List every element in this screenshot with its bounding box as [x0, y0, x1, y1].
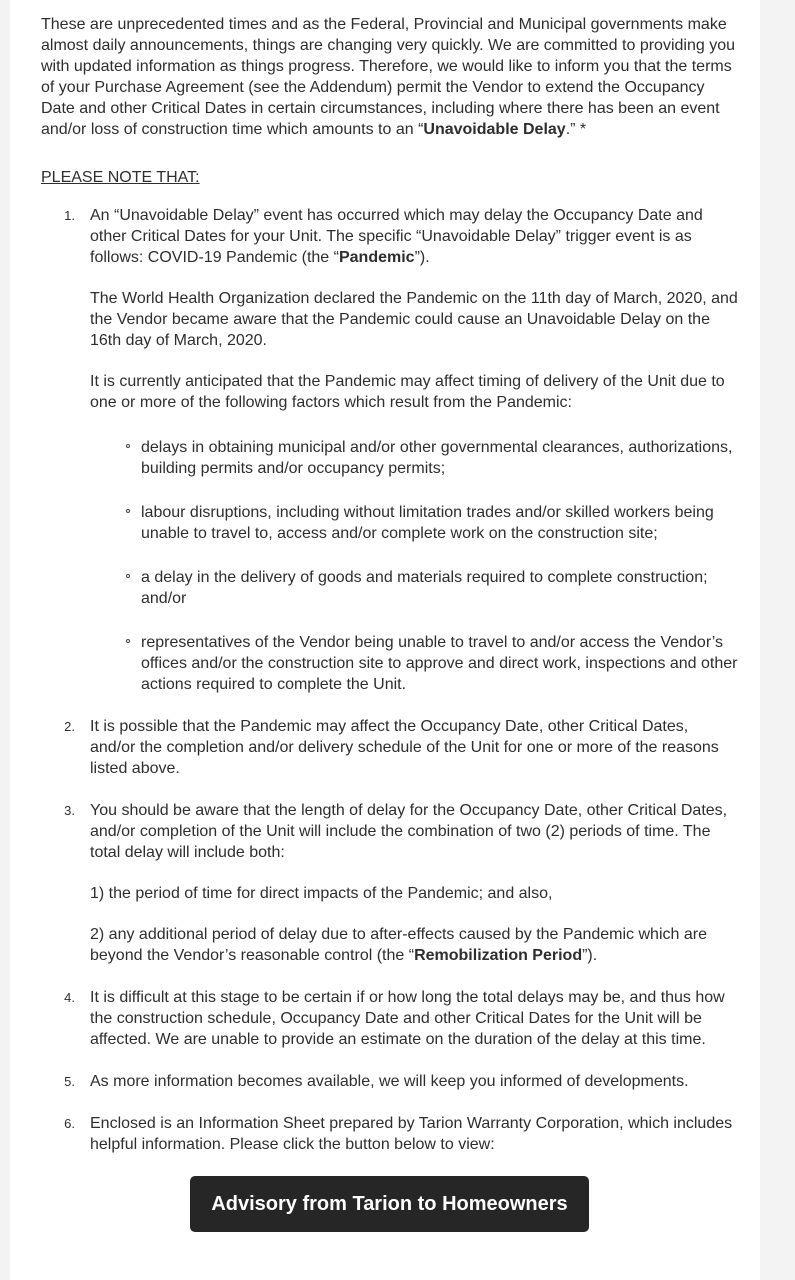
hollow-bullet-icon	[126, 509, 130, 513]
note-paragraph: 1) the period of time for direct impacts of the Pandemic; and also,	[90, 885, 553, 902]
factor-text: a delay in the delivery of goods and materials required to complete construction; and/or	[141, 569, 708, 607]
note-paragraph: It is currently anticipated that the Pandemic may affect timing of delivery of the Unit due to one or more of the following factors which result from the Pandemic:	[90, 373, 725, 411]
note-paragraph: Enclosed is an Information Sheet prepared by Tarion Warranty Corporation, which includes helpful information. Please click the button below to view:	[90, 1115, 733, 1153]
note-item-number: 4.	[64, 990, 75, 1005]
advisory-button[interactable]: Advisory from Tarion to Homeowners	[190, 1176, 589, 1232]
note-paragraph: As more information becomes available, we will keep you informed of developments.	[90, 1073, 689, 1090]
note-paragraph: An “Unavoidable Delay” event has occurred which may delay the Occupancy Date and other Critical Dates for your Unit. The specific “Unavoidable Delay” trigger event is as follows: COVID-19 Pandemic (the “Pandemic”).	[90, 207, 703, 266]
factor-text: labour disruptions, including without limitation trades and/or skilled workers being unable to travel to, access and/or complete work on the construction site;	[141, 504, 714, 542]
factor-text: delays in obtaining municipal and/or other governmental clearances, authorizations, building permits and/or occupancy permits;	[141, 439, 733, 477]
note-item-2	[41, 716, 738, 779]
factor-item	[90, 632, 738, 695]
note-item-number: 6.	[64, 1116, 75, 1131]
note-paragraph: The World Health Organization declared the Pandemic on the 11th day of March, 2020, and the Vendor became aware that the Pandemic could cause an Unavoidable Delay on the 16th day of March, 2020.	[90, 290, 738, 349]
pandemic-factors-list	[90, 437, 738, 695]
note-item-4	[41, 987, 738, 1050]
button-row	[41, 1176, 738, 1232]
note-item-number: 1.	[64, 208, 75, 223]
hollow-bullet-icon	[126, 574, 130, 578]
note-paragraph: It is difficult at this stage to be certain if or how long the total delays may be, and thus how the construction schedule, Occupancy Date and other Critical Dates for the Unit will be affected. We are unable to provide an estimate on the duration of the delay at this time.	[90, 989, 725, 1048]
notes-list	[41, 205, 738, 1155]
note-paragraph: It is possible that the Pandemic may affect the Occupancy Date, other Critical Dates, and/or the completion and/or delivery schedule of the Unit for one or more of the reasons listed above.	[90, 718, 719, 777]
note-paragraph: 2) any additional period of delay due to after-effects caused by the Pandemic which are beyond the Vendor’s reasonable control (the “Remobilization Period”).	[90, 926, 707, 964]
factor-text: representatives of the Vendor being unable to travel to and/or access the Vendor’s offices and/or the construction site to approve and direct work, inspections and other actions required to complete the Unit.	[141, 634, 738, 693]
note-item-5	[41, 1071, 738, 1092]
note-item-number: 2.	[64, 719, 75, 734]
intro-paragraph: These are unprecedented times and as the Federal, Provincial and Municipal governments make almost daily announcements, things are changing very quickly. We are committed to providing you with updated information as things progress. Therefore, we would like to inform you that the terms of your Purchase Agreement (see the Addendum) permit the Vendor to extend the Occupancy Date and other Critical Dates in certain circumstances, including where there has been an event and/or loss of construction time which amounts to an “Unavoidable Delay.” *	[41, 16, 735, 138]
note-item-number: 3.	[64, 803, 75, 818]
factor-item	[90, 437, 738, 479]
note-item-number: 5.	[64, 1074, 75, 1089]
hollow-bullet-icon	[126, 639, 130, 643]
note-item-1	[41, 205, 738, 695]
note-item-6	[41, 1113, 738, 1155]
email-body	[10, 0, 760, 1280]
please-note-heading: PLEASE NOTE THAT:	[41, 169, 200, 186]
note-item-3	[41, 800, 738, 966]
factor-item	[90, 502, 738, 544]
factor-item	[90, 567, 738, 609]
hollow-bullet-icon	[126, 444, 130, 448]
note-paragraph: You should be aware that the length of delay for the Occupancy Date, other Critical Dates, and/or completion of the Unit will include the combination of two (2) periods of time. The total delay will include both:	[90, 802, 728, 861]
